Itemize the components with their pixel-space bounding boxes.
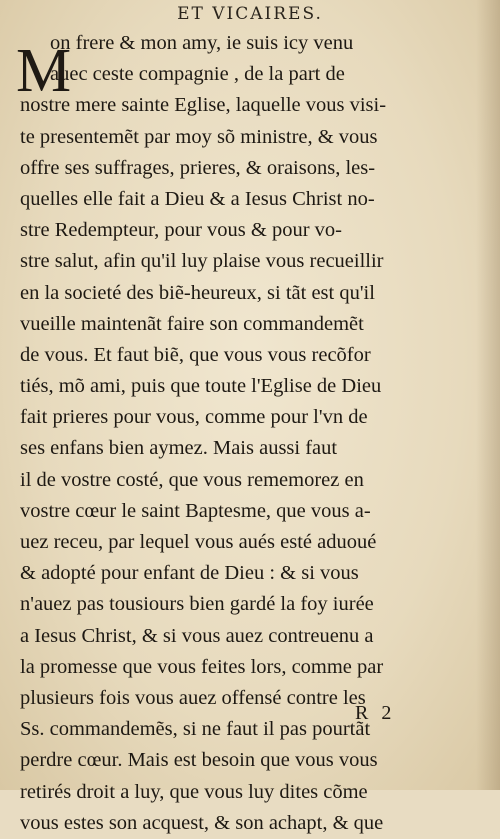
text-line: de vous. Et faut biẽ, que vous vous recõfor	[20, 343, 371, 366]
text-line: uez receu, par lequel vous aués esté aduoué	[20, 531, 377, 553]
page-edge-shadow	[476, 0, 500, 790]
drop-cap: M	[16, 37, 72, 105]
text-line: n'auez pas tousiours bien gardé la foy iurée	[20, 593, 374, 616]
text-line: vous estes son acquest, & son achapt, & que	[20, 811, 384, 834]
text-line: ses enfans bien aymez. Mais aussi faut	[20, 437, 338, 460]
text-line: fait prieres pour vous, comme pour l'vn de	[20, 406, 368, 429]
text-line: vueille maintenãt faire son commandemẽt	[20, 312, 364, 335]
text-line: on frere & mon amy, ie suis icy venu	[50, 32, 354, 54]
text-line: & adopté pour enfant de Dieu : & si vous	[20, 562, 359, 585]
text-line: te presentemẽt par moy sõ ministre, & vous	[20, 125, 378, 148]
text-line: nostre mere sainte Eglise, laquelle vous visi-	[20, 94, 387, 117]
text-line: en la societé des biẽ-heureux, si tãt est qu'il	[20, 281, 375, 304]
signature-mark: R 2	[355, 702, 396, 724]
text-line: offre ses suffrages, prieres, & oraisons, les-	[20, 156, 376, 179]
text-line: a Iesus Christ, & si vous auez contreuenu a	[20, 624, 374, 647]
text-line: tiés, mõ ami, puis que toute l'Eglise de Dieu	[20, 375, 382, 398]
text-line: quelles elle fait a Dieu & a Iesus Christ no-	[20, 187, 375, 210]
text-line: perdre cœur. Mais est besoin que vous vous	[20, 749, 378, 772]
text-line: vostre cœur le saint Baptesme, que vous a-	[20, 499, 371, 522]
text-line: il de vostre costé, que vous rememorez en	[20, 468, 364, 491]
text-line: stre salut, afin qu'il luy plaise vous recueillir	[20, 250, 384, 273]
text-line: plusieurs fois vous auez offensé contre les	[20, 686, 366, 709]
text-line: retirés droit a luy, que vous luy dites cõme	[20, 780, 368, 803]
text-line: stre Redempteur, pour vous & pour vo-	[20, 219, 342, 242]
text-line: la promesse que vous feites lors, comme par	[20, 655, 384, 678]
text-line: auec ceste compagnie , de la part de	[50, 63, 345, 86]
text-line: Ss. commandemẽs, si ne faut il pas pourtãt	[20, 718, 371, 741]
running-header: ET VICAIRES.	[177, 4, 323, 24]
